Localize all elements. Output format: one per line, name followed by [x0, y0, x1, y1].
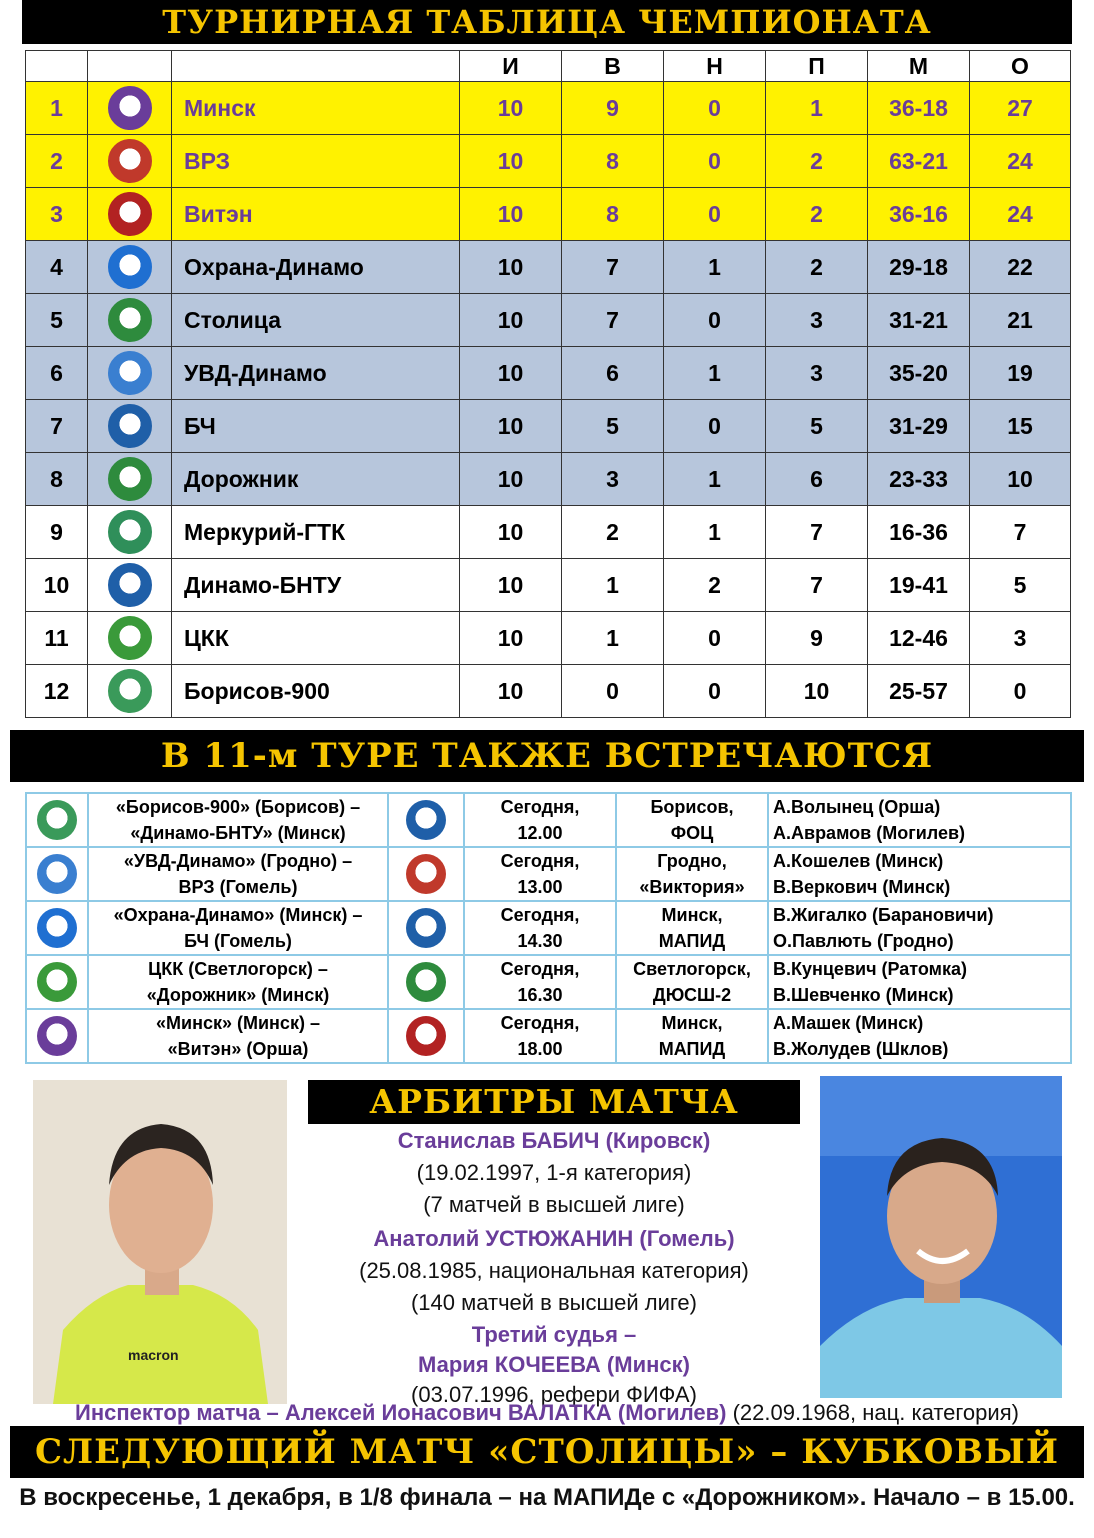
points: 24	[970, 135, 1071, 188]
match-time-line2: 16.30	[517, 985, 563, 1005]
next-match-title: СЛЕДУЮЩИЙ МАТЧ «СТОЛИЦЫ» – КУБКОВЫЙ	[10, 1426, 1084, 1478]
team-name: Дорожник	[172, 453, 460, 506]
match-venue-line1: Минск,	[661, 1013, 723, 1033]
match-referees	[768, 901, 1071, 955]
games: 10	[460, 665, 562, 718]
position: 4	[26, 241, 88, 294]
standings-row	[26, 400, 1071, 453]
away-logo-cell	[388, 1009, 464, 1063]
match-venue-line1: Минск,	[661, 905, 723, 925]
minsk-logo-icon	[108, 86, 152, 130]
match-time	[464, 1009, 616, 1063]
referee1-matches: (7 матчей в высшей лиге)	[423, 1192, 685, 1217]
team-name: Динамо-БНТУ	[172, 559, 460, 612]
points: 7	[970, 506, 1071, 559]
viten-logo-icon	[406, 1016, 446, 1056]
wins: 2	[562, 506, 664, 559]
goals: 19-41	[868, 559, 970, 612]
goals: 16-36	[868, 506, 970, 559]
match-teams-line2: «Динамо-БНТУ» (Минск)	[130, 823, 346, 843]
team-name: Витэн	[172, 188, 460, 241]
wins: 3	[562, 453, 664, 506]
standings-row	[26, 506, 1071, 559]
team-logo-cell	[88, 665, 172, 718]
inspector-name: Инспектор матча – Алексей Ионасович ВАЛАТКА (Могилев)	[75, 1400, 727, 1425]
points: 10	[970, 453, 1071, 506]
ohrana-dinamo-logo-icon	[37, 908, 77, 948]
dinamo-bntu-logo-icon	[406, 800, 446, 840]
match-time-line1: Сегодня,	[500, 851, 580, 871]
position: 6	[26, 347, 88, 400]
draws: 0	[664, 612, 766, 665]
referee-photo-right	[820, 1076, 1062, 1398]
team-logo-cell	[88, 347, 172, 400]
position: 7	[26, 400, 88, 453]
team-logo-cell	[88, 453, 172, 506]
match-venue	[616, 847, 768, 901]
losses: 5	[766, 400, 868, 453]
goals: 35-20	[868, 347, 970, 400]
header-draws: Н	[664, 51, 766, 82]
borisov-logo-icon	[108, 669, 152, 713]
round-title: В 11-м ТУРЕ ТАКЖЕ ВСТРЕЧАЮТСЯ	[10, 730, 1084, 782]
goals: 63-21	[868, 135, 970, 188]
games: 10	[460, 135, 562, 188]
wins: 5	[562, 400, 664, 453]
match-teams-line1: ЦКК (Светлогорск) –	[148, 959, 328, 979]
uvd-dinamo-logo-icon	[37, 854, 77, 894]
match-venue-line1: Светлогорск,	[633, 959, 751, 979]
away-logo-cell	[388, 955, 464, 1009]
goals: 29-18	[868, 241, 970, 294]
match-venue	[616, 901, 768, 955]
games: 10	[460, 347, 562, 400]
position: 3	[26, 188, 88, 241]
losses: 2	[766, 188, 868, 241]
match-time-line2: 12.00	[517, 823, 563, 843]
minsk-logo-icon	[37, 1016, 77, 1056]
header-points: О	[970, 51, 1071, 82]
match-referee2: В.Жолудев (Шклов)	[773, 1039, 949, 1059]
match-teams	[88, 793, 388, 847]
match-referee1: В.Кунцевич (Ратомка)	[773, 959, 967, 979]
match-teams-line2: «Витэн» (Орша)	[167, 1039, 309, 1059]
match-teams-line1: «Борисов-900» (Борисов) –	[115, 797, 361, 817]
home-logo-cell	[26, 847, 88, 901]
bch-logo-icon	[108, 404, 152, 448]
match-referees	[768, 1009, 1071, 1063]
header-pos	[26, 51, 88, 82]
match-venue	[616, 955, 768, 1009]
points: 27	[970, 82, 1071, 135]
losses: 3	[766, 347, 868, 400]
match-teams	[88, 901, 388, 955]
standings-row	[26, 135, 1071, 188]
games: 10	[460, 294, 562, 347]
points: 19	[970, 347, 1071, 400]
match-teams-line1: «Минск» (Минск) –	[156, 1013, 320, 1033]
goals: 23-33	[868, 453, 970, 506]
match-time-line1: Сегодня,	[500, 797, 580, 817]
losses: 7	[766, 559, 868, 612]
match-venue-line1: Борисов,	[650, 797, 734, 817]
ckk-logo-icon	[108, 616, 152, 660]
standings-row	[26, 453, 1071, 506]
draws: 0	[664, 188, 766, 241]
team-logo-cell	[88, 612, 172, 665]
match-teams-line2: ВРЗ (Гомель)	[178, 877, 298, 897]
svg-text:macron: macron	[128, 1347, 179, 1363]
points: 5	[970, 559, 1071, 612]
position: 2	[26, 135, 88, 188]
match-row	[26, 1009, 1071, 1063]
referee1-name: Станислав БАБИЧ (Кировск)	[397, 1128, 711, 1153]
referee2-info: (25.08.1985, национальная категория)	[359, 1258, 749, 1283]
match-referee2: А.Аврамов (Могилев)	[773, 823, 966, 843]
standings-row	[26, 665, 1071, 718]
team-logo-cell	[88, 559, 172, 612]
team-logo-cell	[88, 135, 172, 188]
points: 0	[970, 665, 1071, 718]
match-referee1: А.Волынец (Орша)	[773, 797, 941, 817]
position: 12	[26, 665, 88, 718]
home-logo-cell	[26, 955, 88, 1009]
goals: 36-18	[868, 82, 970, 135]
header-wins: В	[562, 51, 664, 82]
home-logo-cell	[26, 901, 88, 955]
draws: 1	[664, 347, 766, 400]
away-logo-cell	[388, 793, 464, 847]
team-name: Столица	[172, 294, 460, 347]
position: 5	[26, 294, 88, 347]
losses: 1	[766, 82, 868, 135]
wins: 6	[562, 347, 664, 400]
match-teams-line2: «Дорожник» (Минск)	[146, 985, 330, 1005]
goals: 25-57	[868, 665, 970, 718]
referee2-name: Анатолий УСТЮЖАНИН (Гомель)	[373, 1226, 735, 1251]
match-venue	[616, 1009, 768, 1063]
match-teams	[88, 955, 388, 1009]
standings-row	[26, 294, 1071, 347]
match-row	[26, 847, 1071, 901]
match-time	[464, 793, 616, 847]
match-referee1: А.Кошелев (Минск)	[773, 851, 944, 871]
wins: 7	[562, 241, 664, 294]
standings-row	[26, 559, 1071, 612]
standings-row	[26, 612, 1071, 665]
losses: 2	[766, 135, 868, 188]
match-venue	[616, 793, 768, 847]
header-goals: М	[868, 51, 970, 82]
losses: 2	[766, 241, 868, 294]
match-venue-line1: Гродно,	[657, 851, 727, 871]
games: 10	[460, 453, 562, 506]
vrz-logo-icon	[406, 854, 446, 894]
match-time-line2: 14.30	[517, 931, 563, 951]
match-time-line1: Сегодня,	[500, 1013, 580, 1033]
goals: 36-16	[868, 188, 970, 241]
team-name: УВД-Динамо	[172, 347, 460, 400]
draws: 0	[664, 665, 766, 718]
team-logo-cell	[88, 506, 172, 559]
away-logo-cell	[388, 901, 464, 955]
viten-logo-icon	[108, 192, 152, 236]
uvd-dinamo-logo-icon	[108, 351, 152, 395]
goals: 12-46	[868, 612, 970, 665]
ohrana-dinamo-logo-icon	[108, 245, 152, 289]
match-referee2: О.Павлють (Гродно)	[773, 931, 954, 951]
wins: 9	[562, 82, 664, 135]
third-referee-name: Мария КОЧЕЕВА (Минск)	[418, 1352, 690, 1377]
position: 9	[26, 506, 88, 559]
games: 10	[460, 506, 562, 559]
draws: 1	[664, 506, 766, 559]
standings-row	[26, 347, 1071, 400]
team-logo-cell	[88, 188, 172, 241]
header-logo	[88, 51, 172, 82]
points: 22	[970, 241, 1071, 294]
standings-table	[25, 50, 1071, 718]
stolica-logo-icon	[108, 298, 152, 342]
losses: 7	[766, 506, 868, 559]
position: 8	[26, 453, 88, 506]
match-time	[464, 847, 616, 901]
draws: 0	[664, 294, 766, 347]
games: 10	[460, 612, 562, 665]
position: 11	[26, 612, 88, 665]
header-games: И	[460, 51, 562, 82]
referees-title: АРБИТРЫ МАТЧА	[308, 1080, 800, 1124]
match-time-line2: 13.00	[517, 877, 563, 897]
games: 10	[460, 188, 562, 241]
home-logo-cell	[26, 1009, 88, 1063]
draws: 1	[664, 453, 766, 506]
match-venue-line2: ДЮСШ-2	[652, 985, 732, 1005]
match-time	[464, 955, 616, 1009]
draws: 2	[664, 559, 766, 612]
dorozhnik-logo-icon	[108, 457, 152, 501]
dorozhnik-logo-icon	[406, 962, 446, 1002]
points: 24	[970, 188, 1071, 241]
team-name: ВРЗ	[172, 135, 460, 188]
next-match-details: В воскресенье, 1 декабря, в 1/8 финала – на МАПИДе с «Дорожником». Начало – в 15.00.	[19, 1484, 1075, 1511]
team-logo-cell	[88, 82, 172, 135]
home-logo-cell	[26, 793, 88, 847]
draws: 0	[664, 400, 766, 453]
wins: 8	[562, 135, 664, 188]
standings-row	[26, 188, 1071, 241]
match-teams-line1: «УВД-Динамо» (Гродно) –	[123, 851, 353, 871]
match-teams-line2: БЧ (Гомель)	[184, 931, 292, 951]
match-venue-line2: МАПИД	[658, 931, 726, 951]
points: 21	[970, 294, 1071, 347]
games: 10	[460, 400, 562, 453]
inspector-line	[0, 1400, 1094, 1426]
bch-logo-icon	[406, 908, 446, 948]
position: 1	[26, 82, 88, 135]
games: 10	[460, 559, 562, 612]
team-name: ЦКК	[172, 612, 460, 665]
dinamo-bntu-logo-icon	[108, 563, 152, 607]
match-row	[26, 793, 1071, 847]
standings-row	[26, 82, 1071, 135]
match-row	[26, 901, 1071, 955]
match-referees	[768, 793, 1071, 847]
matches-table	[25, 792, 1072, 1064]
inspector-info: (22.09.1968, нац. категория)	[732, 1400, 1019, 1425]
match-referee2: В.Шевченко (Минск)	[773, 985, 954, 1005]
position: 10	[26, 559, 88, 612]
wins: 0	[562, 665, 664, 718]
match-row	[26, 955, 1071, 1009]
draws: 0	[664, 82, 766, 135]
match-referee2: В.Веркович (Минск)	[773, 877, 951, 897]
match-time-line1: Сегодня,	[500, 905, 580, 925]
wins: 7	[562, 294, 664, 347]
standings-row	[26, 241, 1071, 294]
header-losses: П	[766, 51, 868, 82]
points: 3	[970, 612, 1071, 665]
draws: 0	[664, 135, 766, 188]
match-referees	[768, 847, 1071, 901]
team-name: Борисов-900	[172, 665, 460, 718]
losses: 6	[766, 453, 868, 506]
referee2-matches: (140 матчей в высшей лиге)	[410, 1290, 697, 1315]
standings-title: ТУРНИРНАЯ ТАБЛИЦА ЧЕМПИОНАТА	[22, 0, 1072, 44]
third-referee-info: (03.07.1996, рефери ФИФА)	[411, 1382, 697, 1407]
games: 10	[460, 82, 562, 135]
team-logo-cell	[88, 400, 172, 453]
match-time	[464, 901, 616, 955]
goals: 31-29	[868, 400, 970, 453]
points: 15	[970, 400, 1071, 453]
match-referees	[768, 955, 1071, 1009]
team-name: Меркурий-ГТК	[172, 506, 460, 559]
match-referee1: В.Жигалко (Барановичи)	[773, 905, 994, 925]
match-venue-line2: ФОЦ	[670, 823, 714, 843]
third-referee-label: Третий судья –	[471, 1322, 637, 1347]
wins: 1	[562, 559, 664, 612]
losses: 10	[766, 665, 868, 718]
standings-header-row	[26, 51, 1071, 82]
ckk-logo-icon	[37, 962, 77, 1002]
match-time-line1: Сегодня,	[500, 959, 580, 979]
vrz-logo-icon	[108, 139, 152, 183]
wins: 8	[562, 188, 664, 241]
goals: 31-21	[868, 294, 970, 347]
borisov-logo-icon	[37, 800, 77, 840]
merkury-logo-icon	[108, 510, 152, 554]
header-team	[172, 51, 460, 82]
match-teams-line1: «Охрана-Динамо» (Минск) –	[113, 905, 363, 925]
games: 10	[460, 241, 562, 294]
draws: 1	[664, 241, 766, 294]
referee1-info: (19.02.1997, 1-я категория)	[416, 1160, 692, 1185]
team-name: Минск	[172, 82, 460, 135]
away-logo-cell	[388, 847, 464, 901]
referee-photo-left	[33, 1080, 287, 1404]
match-venue-line2: МАПИД	[658, 1039, 726, 1059]
losses: 3	[766, 294, 868, 347]
wins: 1	[562, 612, 664, 665]
team-logo-cell	[88, 241, 172, 294]
match-referee1: А.Машек (Минск)	[773, 1013, 924, 1033]
team-logo-cell	[88, 294, 172, 347]
team-name: Охрана-Динамо	[172, 241, 460, 294]
team-name: БЧ	[172, 400, 460, 453]
match-time-line2: 18.00	[517, 1039, 563, 1059]
match-teams	[88, 1009, 388, 1063]
match-venue-line2: «Виктория»	[639, 877, 745, 897]
match-teams	[88, 847, 388, 901]
losses: 9	[766, 612, 868, 665]
